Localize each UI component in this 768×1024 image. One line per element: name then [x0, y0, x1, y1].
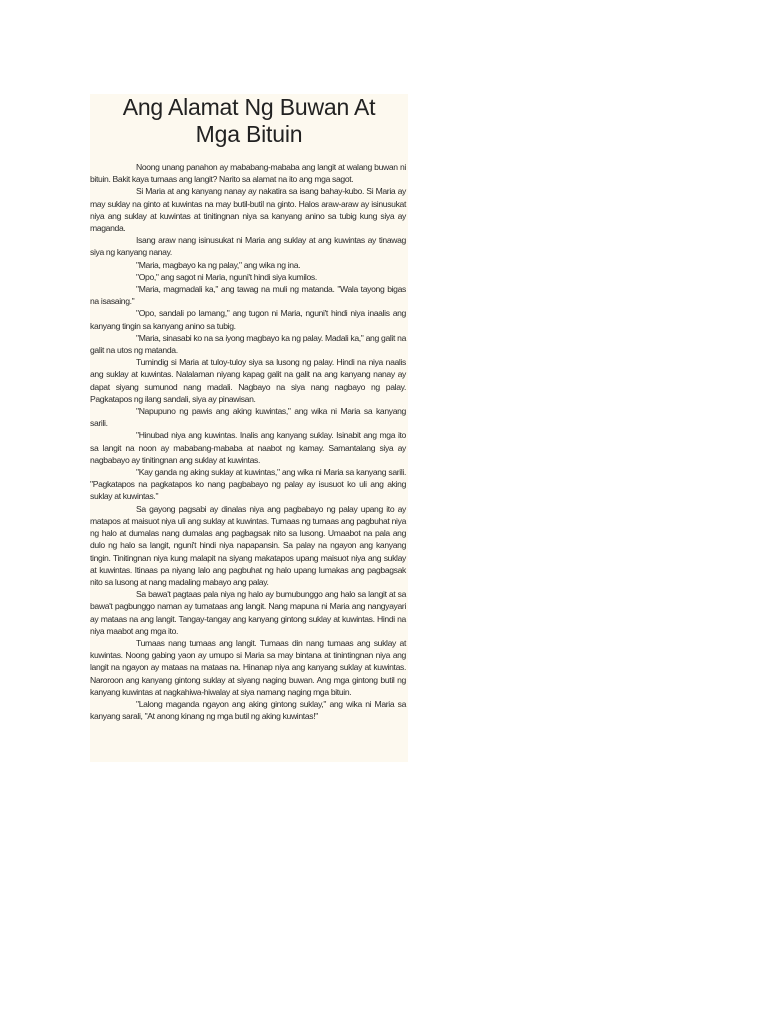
- paragraph: "Maria, magmadali ka," ang tawag na muli ng matanda. "Wala tayong bigas na isasaing.": [90, 284, 406, 307]
- document-title: [90, 94, 408, 148]
- title-line-2: Mga Bituin: [195, 121, 303, 147]
- paragraph: Si Maria at ang kanyang nanay ay nakatira sa isang bahay-kubo. Si Maria ay may suklay na ginto at kuwintas na may butil-butil na ginto. Halos araw-araw ay isinusukat niya ang suklay at kuwintas at tinitingnan niya sa kanyang anino sa tubig kung siya ay maganda.: [90, 186, 406, 234]
- paragraph: "Napupuno ng pawis ang aking kuwintas," ang wika ni Maria sa kanyang sarili.: [90, 406, 406, 429]
- paragraph: "Kay ganda ng aking suklay at kuwintas," ang wika ni Maria sa kanyang sarili. "Pagkatapos na pagkatapos ko nang pagbabayo ng palay ay isusuot ko uli ang aking suklay at kuwintas.": [90, 467, 406, 502]
- paragraph: "Hinubad niya ang kuwintas. Inalis ang kanyang suklay. Isinabit ang mga ito sa langit na noon ay mababang-mababa at naabot ng kamay. Samantalang siya ay nagbabayo ay tinitingnan ang suklay at kuwintas.: [90, 430, 406, 465]
- paragraph: Tumaas nang tumaas ang langit. Tumaas din nang tumaas ang suklay at kuwintas. Noong gabing yaon ay umupo si Maria sa may bintana at tinintingnan niya ang langit na ngayon ay mataas na mataas na. Hinanap niya ang kanyang suklay at kuwintas. Naroroon ang kanyang gintong suklay at siyang naging buwan. Ang mga gintong butil ng kanyang kuwintas at nagkahiwa-hiwalay at siya namang naging mga bituin.: [90, 637, 406, 697]
- story-body: [90, 161, 408, 722]
- paragraph: Isang araw nang isinusukat ni Maria ang suklay at ang kuwintas ay tinawag siya ng kanyang nanay.: [90, 235, 406, 258]
- document-page: [90, 94, 408, 762]
- title-line-1: Ang Alamat Ng Buwan At: [122, 94, 376, 120]
- paragraph: "Maria, sinasabi ko na sa iyong magbayo ka ng palay. Madali ka," ang galit na galit na utos ng matanda.: [90, 332, 406, 356]
- paragraph: "Opo," ang sagot ni Maria, nguni't hindi siya kumilos.: [136, 271, 317, 282]
- paragraph: "Opo, sandali po lamang," ang tugon ni Maria, nguni't hindi niya inaalis ang kanyang tingin sa kanyang anino sa tubig.: [90, 308, 406, 331]
- paragraph: "Maria, magbayo ka ng palay," ang wika ng ina.: [136, 259, 301, 270]
- paragraph: Noong unang panahon ay mababang-mababa ang langit at walang buwan ni bituin. Bakit kaya tumaas ang langit? Narito sa alamat na ito ang mga sagot.: [90, 162, 406, 185]
- paragraph: "Lalong maganda ngayon ang aking gintong suklay," ang wika ni Maria sa kanyang sarali, "At anong kinang ng mga butil ng aking kuwintas!": [90, 698, 406, 722]
- paragraph: Tumindig si Maria at tuloy-tuloy siya sa lusong ng palay. Hindi na niya naalis ang suklay at kuwintas. Nalalaman niyang kapag galit na galit na ang kanyang nanay ay dapat siyang sumunod nang madali. Nagbayo na siya nang nagbayo ng palay. Pagkatapos ng ilang sandali, siya ay pinawisan.: [90, 357, 406, 404]
- paragraph: Sa gayong pagsabi ay dinalas niya ang pagbabayo ng palay upang ito ay matapos at maisuot niya uli ang suklay at kuwintas. Tumaas ng tumaas ang pagbuhat niya ng halo at dumalas nang dumalas ang pagbagsak nito sa lusong. Umaabot na pala ang dulo ng halo sa langit, nguni't hindi niya napapansin. Sa palay na ngayon ang kanyang tingin. Tinitingnan niya kung malapit na siyang makatapos upang maisuot niya ang suklay at kuwintas. Itinaas pa niyang lalo ang pagbuhat ng halo upang lumakas ang pagbagsak nito sa lusong at nang madaling mabayo ang palay.: [90, 503, 406, 587]
- paragraph: Sa bawa't pagtaas pala niya ng halo ay bumubunggo ang halo sa langit at sa bawa't pagbunggo naman ay tumataas ang langit. Nang mapuna ni Maria ang nangyayari ay mataas na ang langit. Tangay-tangay ang kanyang gintong suklay at kuwintas. Hindi na niya maabot ang mga ito.: [90, 589, 406, 636]
